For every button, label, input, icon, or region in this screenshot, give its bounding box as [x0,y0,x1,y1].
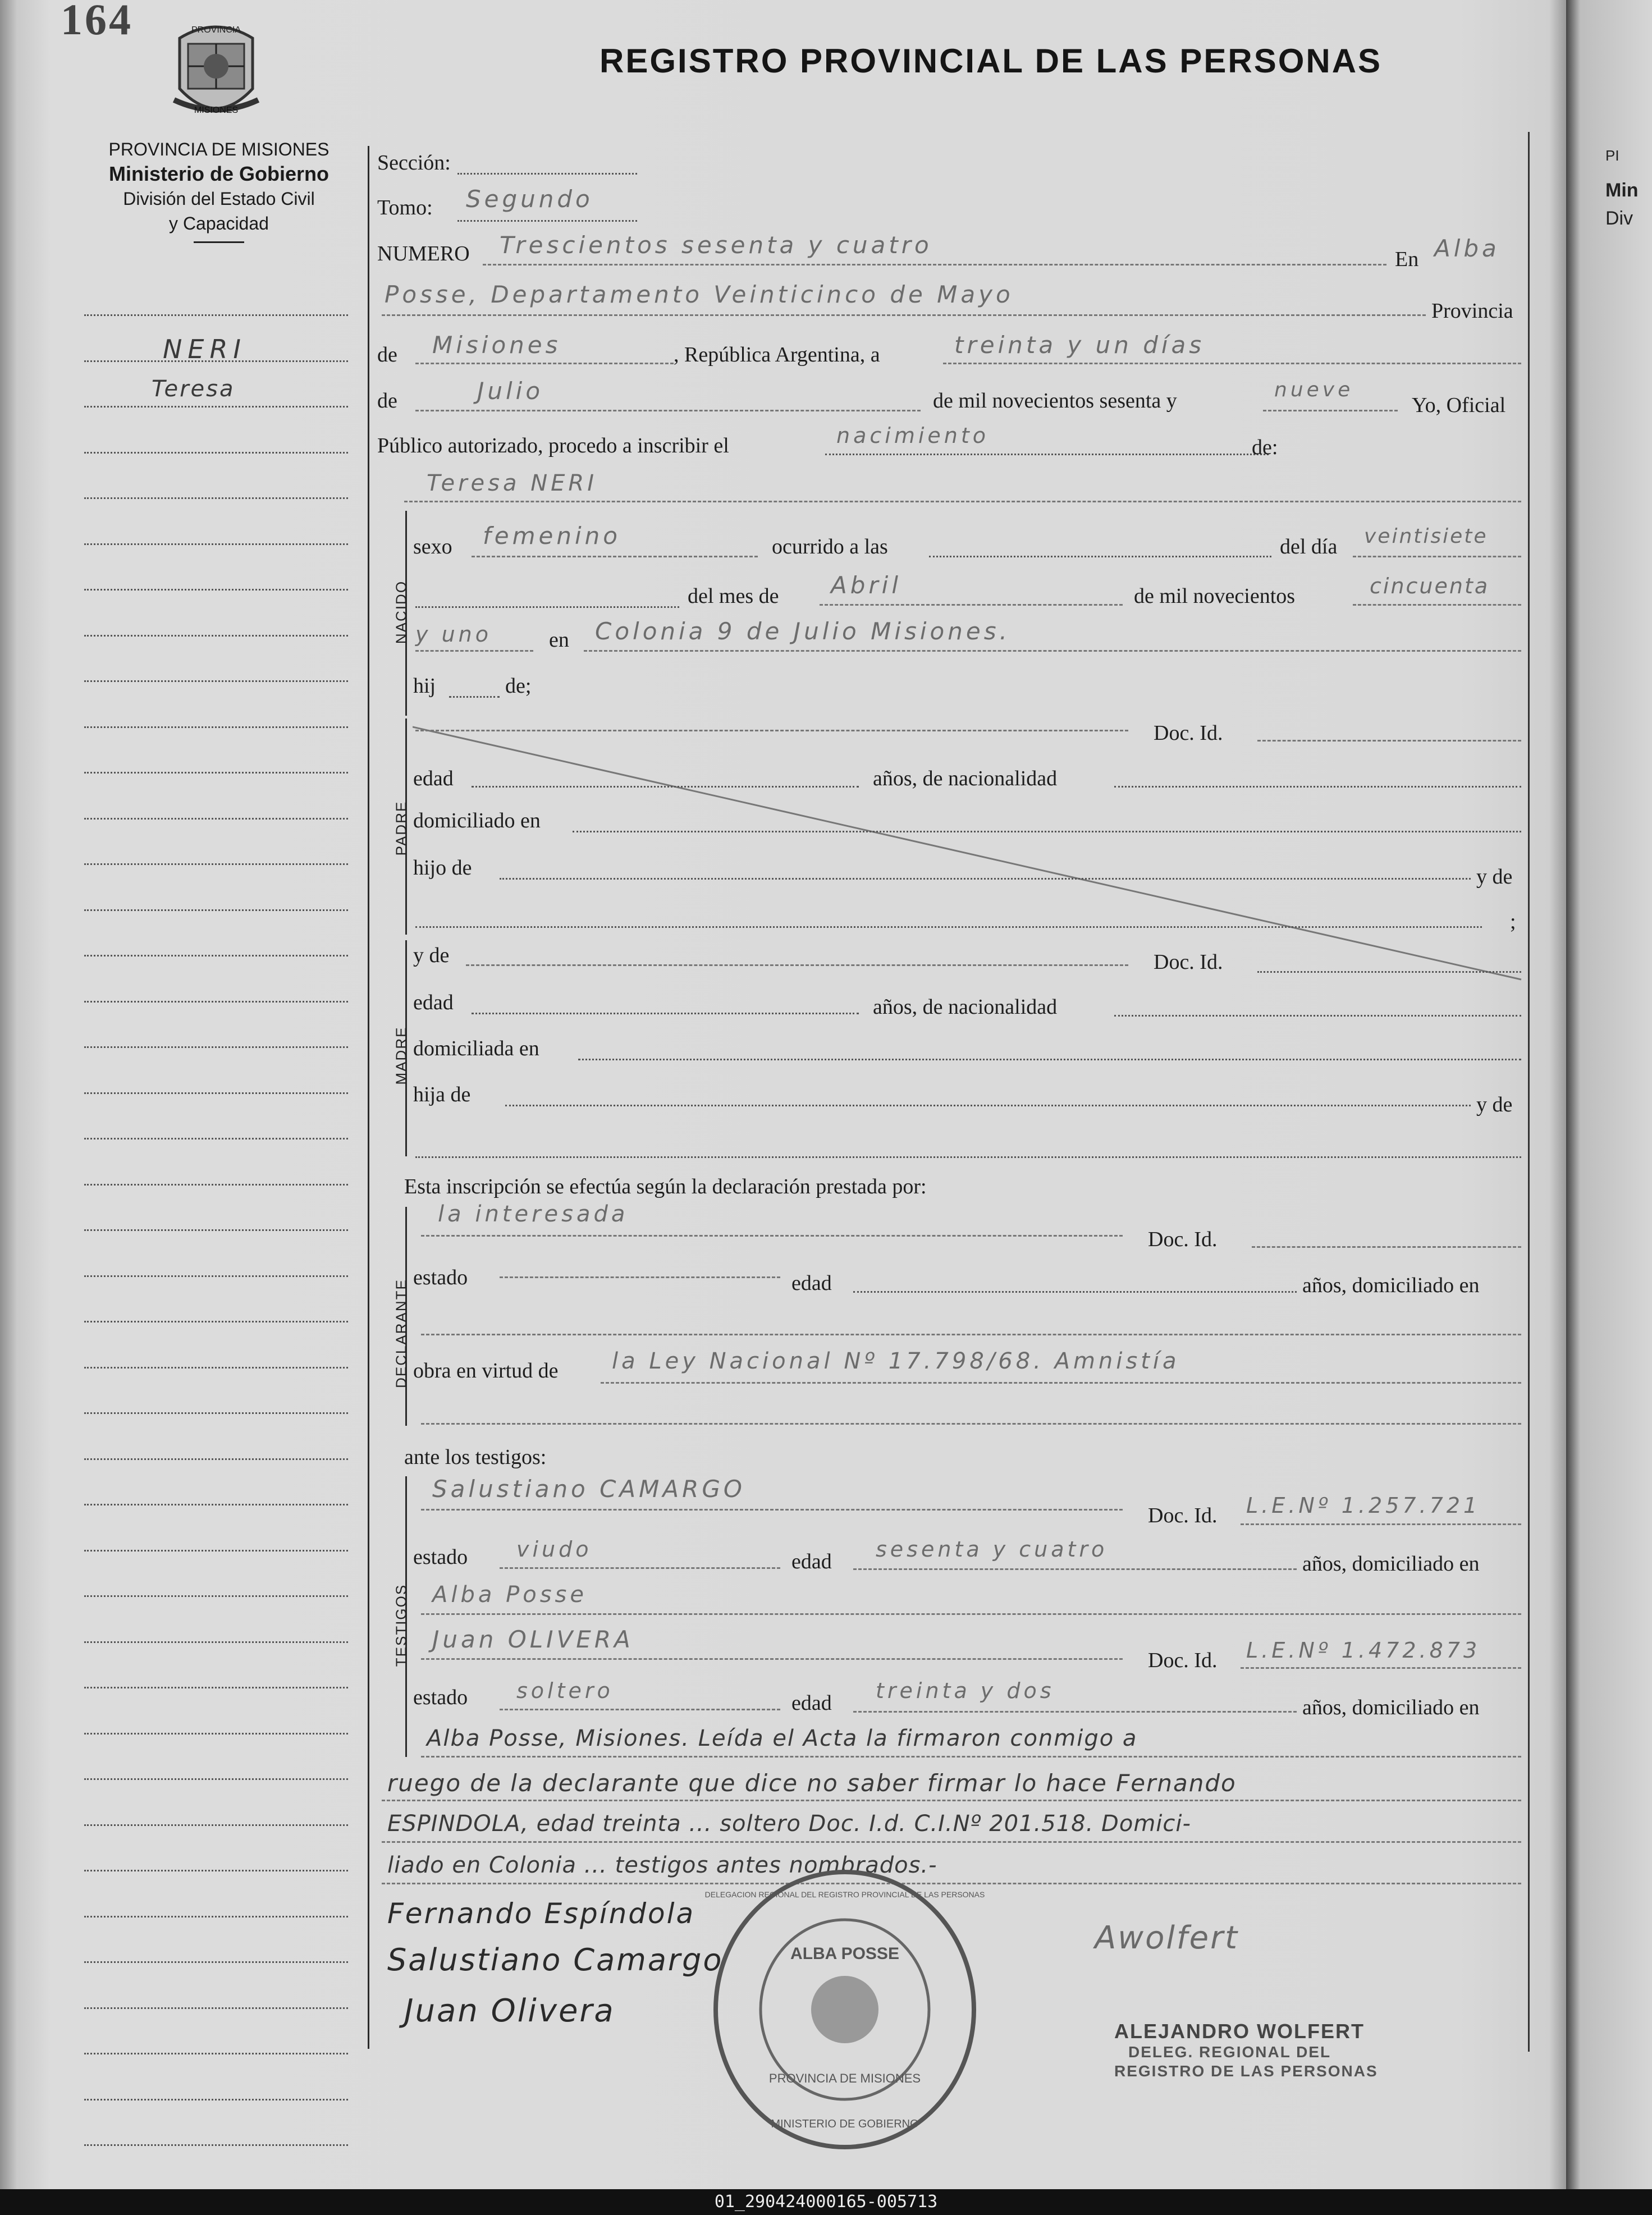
anio-nac-value-2: y uno [415,622,492,647]
margin-ruled-line [84,863,348,865]
provincia-field [415,363,674,364]
margin-ruled-line [84,726,348,728]
testigo2-edad-field [853,1711,1297,1713]
testigo2-edad-label: edad [791,1691,832,1715]
stamp-ring-text: DELEGACION REGIONAL DEL REGISTRO PROVINCIAL DE LAS PERSONAS [704,1890,985,1899]
notes-line-3: liado en Colonia ... testigos antes nombrados.- [387,1852,937,1878]
testigo1-doc-value: L.E.Nº 1.257.721 [1246,1493,1481,1518]
testigo1-edad-value: sesenta y cuatro [876,1537,1108,1562]
province-seal-icon [163,16,269,134]
margin-ruled-line [84,1778,348,1780]
testigo2-dom-value: Alba Posse, Misiones. Leída el Acta la firmaron conmigo a [427,1726,1138,1751]
nombre-value: Teresa NERI [427,470,598,496]
padre-doc-label: Doc. Id. [1154,721,1223,745]
madre-domicilio-label: domiciliada en [413,1037,539,1060]
en-value: Alba [1434,235,1500,262]
padre-doc-field [1257,740,1521,742]
round-office-stamp [704,1864,985,2155]
mes-nac-value: Abril [831,571,901,599]
margin-ruled-line [84,2053,348,2054]
madre-edad-label: edad [413,991,454,1014]
margin-ruled-line [84,1092,348,1094]
seccion-field [457,173,637,175]
padre-y-de-label: y de [1476,865,1513,889]
margin-given-name: Teresa [152,376,235,402]
lugar-field [382,314,1426,316]
side-header-ministry: Ministerio de Gobierno [108,162,330,185]
side-header [73,137,365,243]
margin-ruled-line [84,635,348,637]
madre-hija-de-field [505,1105,1471,1106]
margin-ruled-line [84,589,348,591]
margin-ruled-line [84,818,348,820]
madre-doc-label: Doc. Id. [1154,950,1223,974]
official-title-stamp: DELEG. REGIONAL DEL [1128,2043,1331,2061]
adjacent-page-edge [1566,0,1652,2189]
stamp-center-text: ALBA POSSE [790,1944,899,1963]
dia-nac-value: veintisiete [1364,525,1488,548]
anio-nac-value-1: cincuenta [1370,574,1490,598]
padre-domicilio-label: domiciliado en [413,809,541,832]
testigo1-field [421,1509,1123,1511]
margin-ruled-line [84,1275,348,1277]
margin-ruled-line [84,1870,348,1871]
margin-ruled-line [84,1458,348,1460]
page-number: 164 [61,0,133,44]
madre-domicilio-field [578,1059,1521,1060]
lugar-nac-field [584,650,1521,652]
declarante-doc-field [1252,1246,1521,1248]
signature-salustiano: Salustiano Camargo [387,1942,724,1978]
testigo2-estado-label: estado [413,1686,468,1709]
stamp-bottom-text: PROVINCIA DE MISIONES [768,2071,921,2085]
hora-field [929,556,1271,557]
official-office-stamp: REGISTRO DE LAS PERSONAS [1114,2062,1378,2080]
acto-value: nacimiento [836,423,990,448]
madre-edad-field [472,1013,859,1014]
testigo2-doc-label: Doc. Id. [1148,1649,1218,1672]
testigo1-edad-field [853,1568,1297,1570]
testigo1-doc-field [1241,1523,1521,1525]
ley-field [601,1382,1521,1384]
declarante-edad-label: edad [791,1271,832,1295]
numero-value: Trescientos sesenta y cuatro [500,231,932,259]
testigo1-doc-label: Doc. Id. [1148,1504,1218,1527]
main-right-border [1528,132,1530,2052]
margin-ruled-line [84,1138,348,1139]
padre-hijo-de-field [500,878,1471,880]
margin-ruled-line [84,497,348,499]
notes-rule-2 [382,1841,1521,1843]
declarante-doc-label: Doc. Id. [1148,1228,1218,1251]
del-dia-label: del día [1280,535,1338,559]
anio-nac-field-1 [1353,604,1521,606]
republica-label: , República Argentina, a [674,343,880,367]
signature-official: Awolfert [1095,1920,1239,1956]
de-label-2: de [377,389,397,413]
official-name-stamp: ALEJANDRO WOLFERT [1114,2020,1365,2043]
declarante-estado-label: estado [413,1266,468,1289]
margin-ruled-line [84,1641,348,1643]
adjacent-page-text-3: Div [1605,208,1633,229]
margin-ruled-line [84,1916,348,1917]
signature-juan: Juan Olivera [404,1993,615,2029]
anio-nac-field-2 [415,650,533,652]
declarante-edad-field [853,1291,1297,1293]
adjacent-page-text-1: PI [1605,147,1619,164]
madre-y-de-label: y de [413,944,450,967]
margin-ruled-line [84,1687,348,1688]
testigo2-doc-field [1241,1667,1521,1669]
lugar-nac-value: Colonia 9 de Julio Misiones. [595,617,1010,645]
mes-field [415,410,921,411]
declarante-dom-label: años, domiciliado en [1302,1274,1480,1297]
padre-semicolon: ; [1510,910,1516,933]
madre-abuela-field [415,1156,1521,1158]
padre-madre-cancel-line [413,724,1524,982]
padre-domicilio-field [573,831,1521,832]
obra-label: obra en virtud de [413,1359,559,1383]
nombre-field [404,501,1521,502]
ante-testigos-label: ante los testigos: [404,1445,547,1469]
del-mes-lead [415,606,679,608]
mes-value: Julio [477,377,544,405]
dia-nac-field [1353,556,1521,557]
margin-ruled-line [84,406,348,408]
testigo1-estado-field [500,1567,780,1569]
yo-oficial-label: Yo, Oficial [1412,393,1506,417]
testigo2-field [421,1658,1123,1660]
dia-field [943,363,1521,364]
declarante-value: la interesada [438,1201,629,1227]
margin-ruled-line [84,1184,348,1186]
acto-field [825,454,1269,455]
testigo2-dom-field [421,1756,1521,1758]
sexo-value: femenino [483,522,621,550]
nacido-section-label: NACIDO [392,580,410,644]
page-title: REGISTRO PROVINCIAL DE LAS PERSONAS [600,42,1383,80]
madre-doc-field [1257,971,1521,973]
testigo2-dom-label: años, domiciliado en [1302,1696,1480,1719]
madre-section-label: MADRE [392,1026,410,1085]
testigo1-estado-value: viudo [516,1537,592,1562]
padre-nac-label: años, de nacionalidad [873,767,1058,790]
margin-ruled-line [84,1550,348,1552]
padre-name-field [415,730,1128,731]
lugar-value: Posse, Departamento Veinticinco de Mayo [385,281,1014,308]
margin-ruled-line [84,1229,348,1231]
notes-line-2: ESPINDOLA, edad treinta ... soltero Doc. I.d. C.I.Nº 201.518. Domici- [387,1811,1191,1837]
ocurrido-label: ocurrido a las [772,535,888,559]
margin-ruled-line [84,1321,348,1322]
margin-ruled-line [84,1367,348,1369]
del-mes-label: del mes de [688,584,779,608]
testigo2-doc-value: L.E.Nº 1.472.873 [1246,1638,1481,1663]
margin-ruled-line [84,543,348,545]
madre-name-field [466,964,1128,966]
testigo1-estado-label: estado [413,1545,468,1569]
madre-y-de-label-2: y de [1476,1093,1513,1116]
side-header-rule [194,241,244,243]
testigo1-value: Salustiano CAMARGO [432,1475,745,1503]
sexo-label: sexo [413,535,452,559]
margin-ruled-line [84,1824,348,1826]
testigo1-edad-label: edad [791,1550,832,1573]
de-mil-label: de mil novecientos sesenta y [933,389,1177,413]
padre-nac-field [1114,786,1521,788]
signature-fernando: Fernando Espíndola [387,1897,695,1930]
anio-value: nueve [1274,378,1354,401]
testigo2-estado-field [500,1709,780,1710]
tomo-label: Tomo: [377,196,433,219]
declarante-dom-field [421,1334,1521,1335]
margin-ruled-line [84,1046,348,1048]
hij-suffix-field [449,696,500,698]
margin-ruled-line [84,909,348,911]
margin-ruled-line [84,1961,348,1963]
madre-nac-field [1114,1015,1521,1017]
inscripcion-label: Esta inscripción se efectúa según la declaración prestada por: [404,1175,927,1198]
padre-edad-label: edad [413,767,454,790]
padre-section-label: PADRE [392,800,410,856]
numero-field [483,264,1386,266]
provincia-label: Provincia [1431,299,1513,323]
de-semi-label: de; [505,674,532,698]
seccion-label: Sección: [377,151,451,175]
de-label-1: de [377,343,397,367]
declarante-section-label: DECLARANTE [392,1279,410,1388]
notes-line-1: ruego de la declarante que dice no saber firmar lo hace Fernando [387,1769,1237,1797]
publico-label: Público autorizado, procedo a inscribir el [377,434,729,457]
margin-ruled-line [84,2007,348,2009]
margin-ruled-line [84,2099,348,2100]
margin-ruled-line [84,2144,348,2146]
seal-bottom-text: MISIONES [194,106,239,115]
mes-nac-field [820,604,1123,606]
testigos-section-label: TESTIGOS [392,1584,410,1667]
ley-value: la Ley Nacional Nº 17.798/68. Amnistía [612,1348,1180,1374]
side-header-division: División del Estado Civil [123,189,315,209]
madre-nac-label: años, de nacionalidad [873,995,1058,1019]
testigo2-estado-value: soltero [516,1678,614,1703]
obra-extra-field [421,1423,1521,1425]
de-colon-label: de: [1252,436,1278,459]
hij-label: hij [413,674,436,698]
padre-abuela-field [415,926,1482,928]
anio-field [1263,410,1398,411]
margin-ruled-line [84,955,348,957]
notes-rule-1 [382,1800,1521,1801]
adjacent-page-text-2: Min [1605,180,1639,201]
margin-ruled-line [84,1733,348,1735]
numero-label: NUMERO [377,242,470,266]
en-label: En [1395,248,1419,271]
madre-hija-de-label: hija de [413,1083,471,1106]
margin-ruled-line [84,314,348,316]
testigo2-edad-value: treinta y dos [876,1678,1055,1703]
declarante-field [421,1235,1123,1237]
margin-ruled-line [84,1504,348,1505]
de-mil-nov-label: de mil novecientos [1134,584,1296,608]
margin-ruled-line [84,1001,348,1003]
dia-value: treinta y un días [954,331,1205,359]
stamp-ministry-text: MINISTERIO DE GOBIERNO [771,2118,919,2130]
testigo2-value: Juan OLIVERA [432,1626,634,1653]
declarante-estado-field [500,1276,780,1278]
scan-id-footer: 01_290424000165-005713 [0,2189,1652,2215]
margin-ruled-line [84,680,348,682]
padre-edad-field [472,786,859,788]
testigo1-dom-value: Alba Posse [432,1582,587,1608]
padre-hijo-de-label: hijo de [413,856,472,880]
margin-ruled-line [84,1595,348,1597]
testigo1-dom-field [421,1613,1521,1615]
tomo-value: Segundo [466,185,593,213]
side-header-province: PROVINCIA DE MISIONES [108,139,330,159]
sexo-field [472,556,758,557]
provincia-value: Misiones [432,331,561,359]
margin-surname: NERI [163,334,247,364]
side-header-capacity: y Capacidad [169,213,269,234]
margin-ruled-line [84,772,348,774]
seal-banner-text: PROVINCIA [191,25,241,35]
testigo1-dom-label: años, domiciliado en [1302,1552,1480,1576]
en-nac-label: en [549,628,569,652]
margin-ruled-line [84,1412,348,1414]
margin-ruled-line [84,452,348,454]
tomo-field [457,220,637,222]
main-left-border [368,146,369,2049]
